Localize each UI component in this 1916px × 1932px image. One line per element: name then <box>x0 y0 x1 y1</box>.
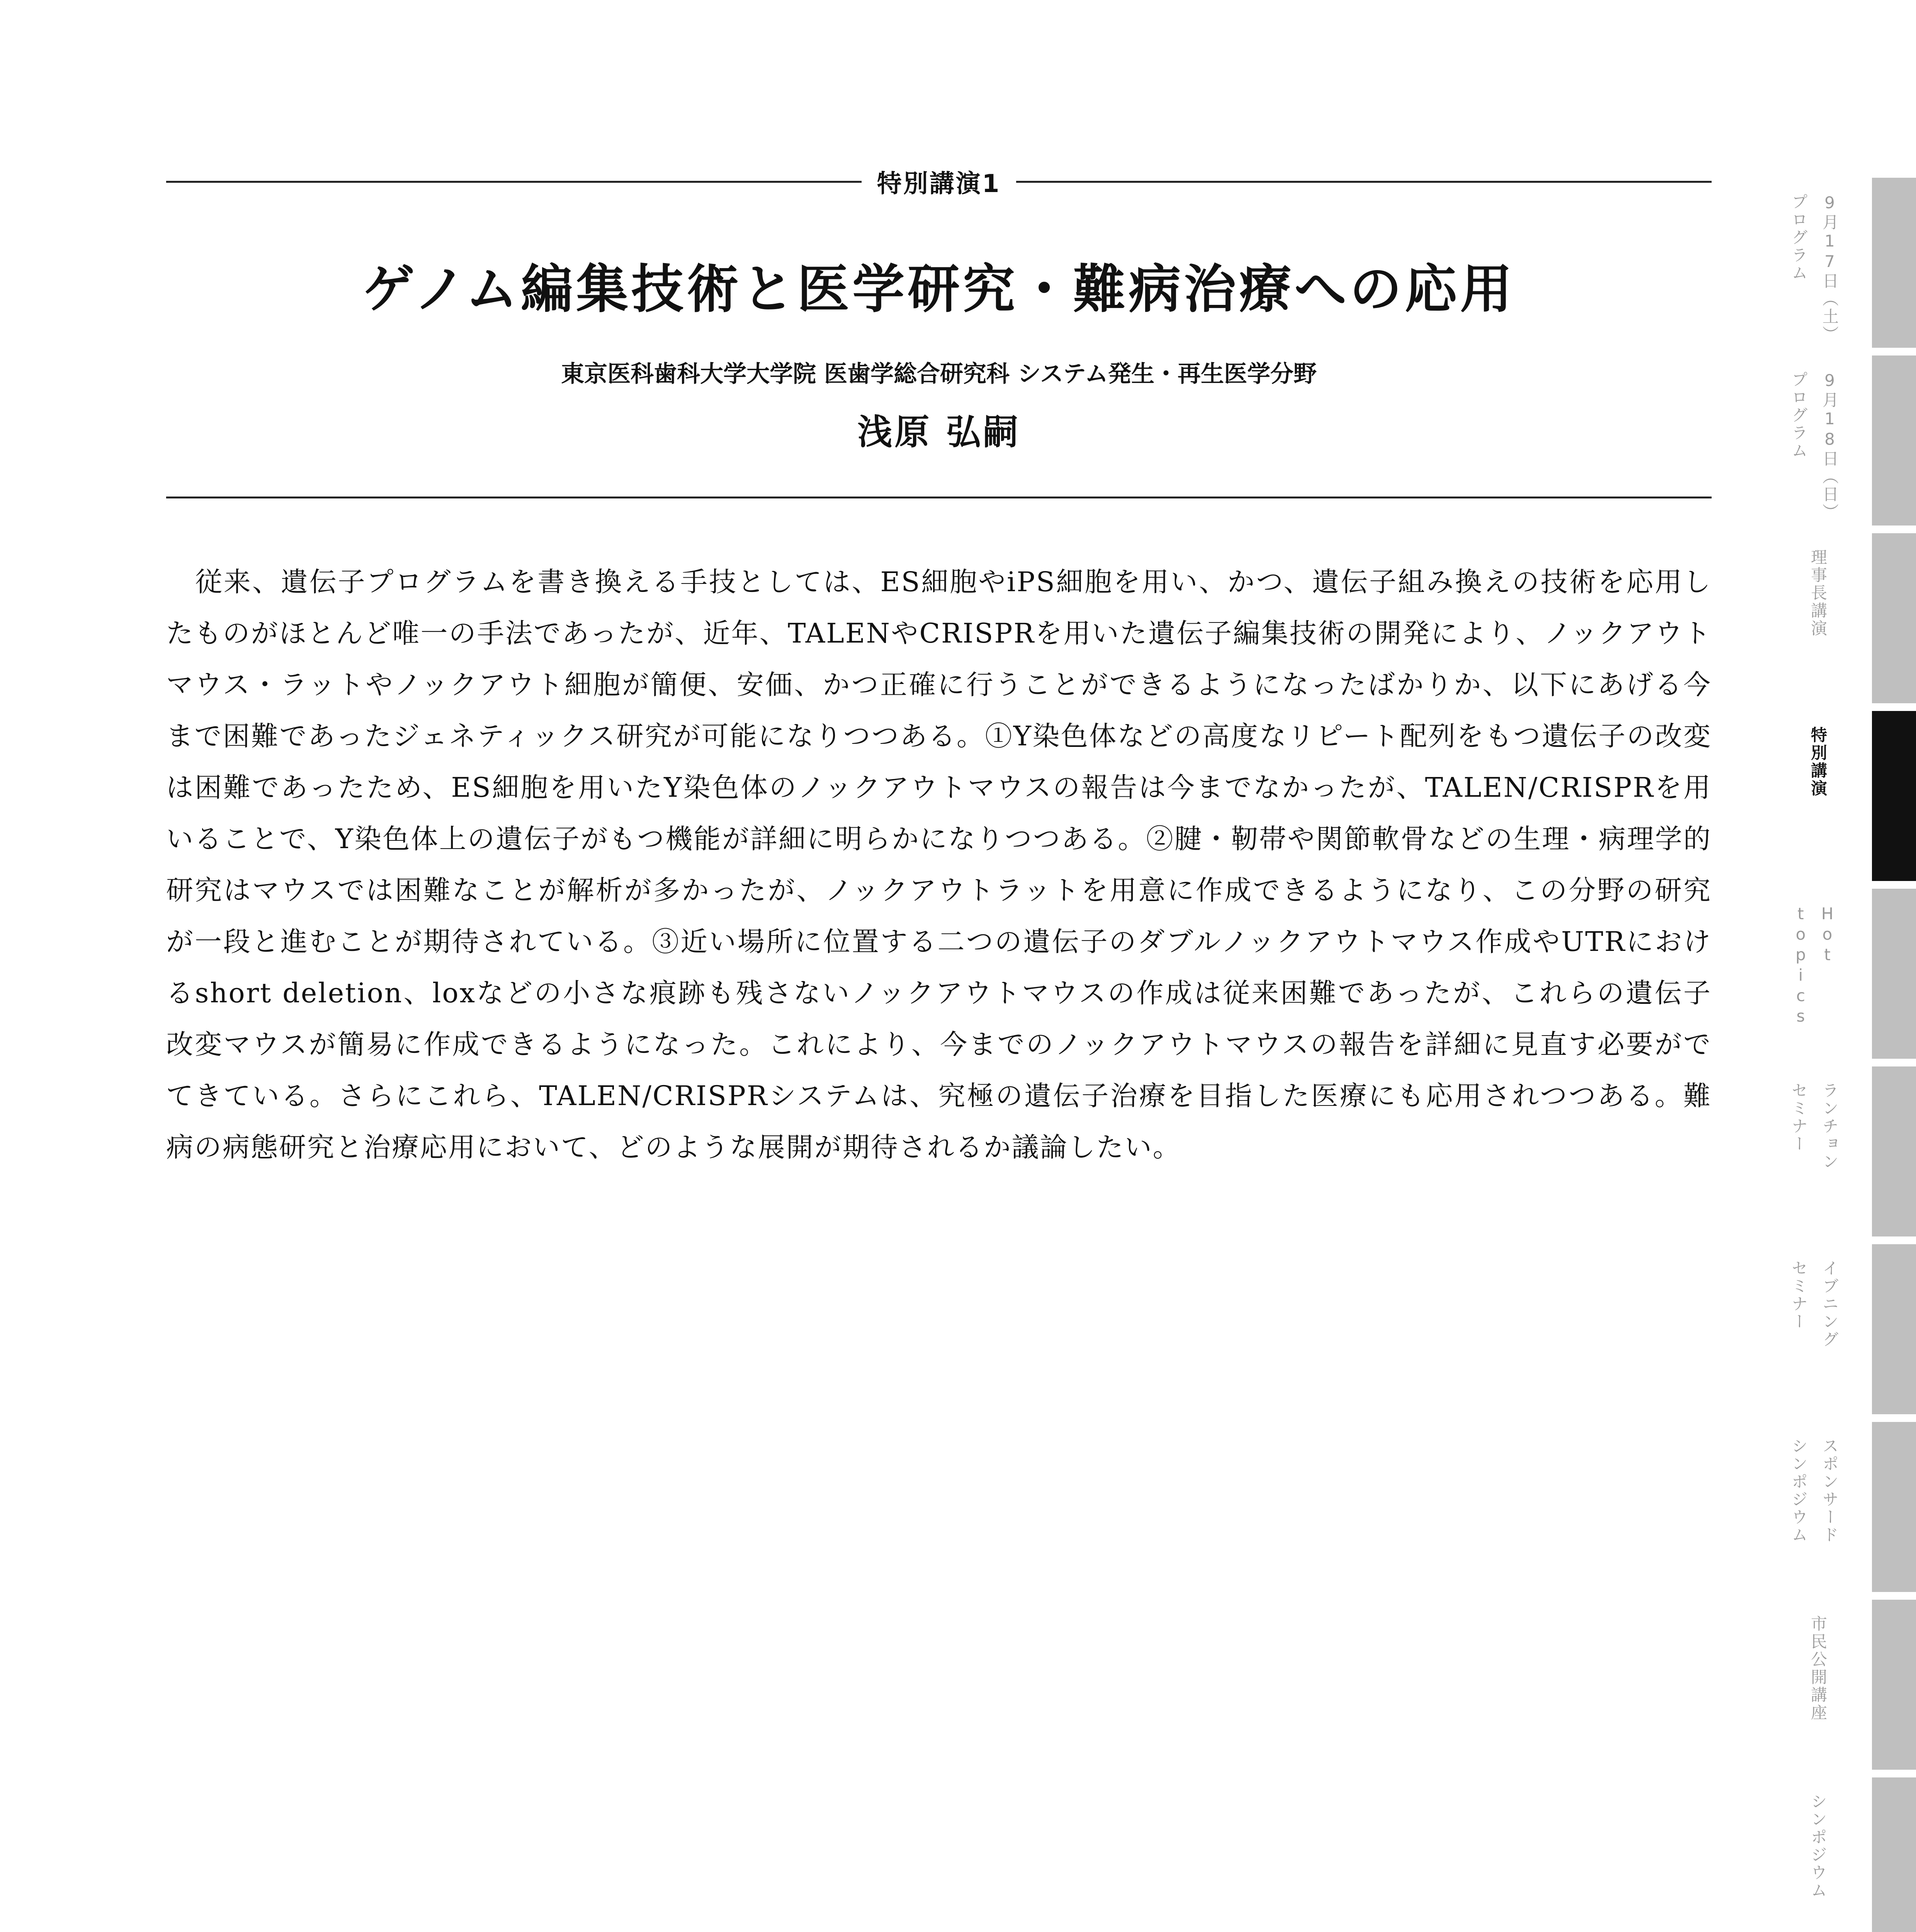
section-header <box>166 158 1712 205</box>
tab-label <box>1766 1793 1862 1932</box>
tab-program-day1[interactable] <box>1750 178 1916 348</box>
abstract-body: 従来、遺伝子プログラムを書き換える手技としては、ES細胞やiPS細胞を用い、かつ、遺伝子組み換えの技術を応用したものがほとんど唯一の手法であったが、近年、TALENやCRISPRを用いた遺伝子編集技術の開発により、ノックアウトマウス・ラットやノックアウト細胞が簡便、安価、かつ正確に行うことができるようになったばかりか、以下にあげる今まで困難であったジェネティックス研究が可能になりつつある。①Y染色体などの高度なリピート配列をもつ遺伝子の改変は困難であったため、ES細胞を用いたY染色体のノックアウトマウスの報告は今までなかったが、TALEN/CRISPRを用いることで、Y染色体上の遺伝子がもつ機能が詳細に明らかになりつつある。②腱・靭帯や関節軟骨などの生理・病理学的研究はマウスでは困難なことが解析が多かったが、ノックアウトラットを用意に作成できるようになり、この分野の研究が一段と進むことが期待されている。③近い場所に位置する二つの遺伝子のダブルノックアウトマウス作成やUTRにおけるshort deletion、loxなどの小さな痕跡も残さないノックアウトマウスの作成は従来困難であったが、これらの遺伝子改変マウスが簡易に作成できるようになった。これにより、今までのノックアウトマウスの報告を詳細に見直す必要がでてきている。さらにこれら、TALEN/CRISPRシステムは、究極の遺伝子治療を目指した医療にも応用されつつある。難病の病態研究と治療応用において、どのような展開が期待されるか議論したい。 <box>166 566 1712 1163</box>
author-affiliation: 東京医科歯科大学大学院 医歯学総合研究科 システム発生・再生医学分野 <box>561 361 1317 388</box>
header-rule-left <box>166 181 862 183</box>
tab-label <box>1766 726 1862 877</box>
header-rule-right <box>1016 181 1712 183</box>
tab-label <box>1766 1615 1862 1766</box>
tab-bar <box>1872 1777 1916 1932</box>
tab-bar <box>1872 1422 1916 1592</box>
author-name: 浅原 弘嗣 <box>857 412 1020 452</box>
article-title: ゲノム編集技術と医学研究・難病治療への応用 <box>362 258 1516 320</box>
tab-label-line1: スポンサード <box>1820 1437 1839 1544</box>
tab-label-line2: セミナー <box>1789 1260 1808 1331</box>
tab-label-line2: セミナー <box>1789 1082 1808 1153</box>
tab-program-day2[interactable] <box>1750 355 1916 526</box>
tab-label-line1: 市民公開講座 <box>1809 1615 1828 1722</box>
tab-label-line1: シンポジウム <box>1809 1793 1828 1900</box>
tab-bar <box>1872 178 1916 348</box>
tab-label <box>1766 1260 1862 1410</box>
tab-chairman-lecture[interactable] <box>1750 533 1916 703</box>
tab-bar <box>1872 889 1916 1059</box>
tab-bar <box>1872 355 1916 526</box>
tab-label-line1: 理事長講演 <box>1809 549 1828 638</box>
tab-bar <box>1872 711 1916 881</box>
tab-label-line1: Hot <box>1818 904 1837 966</box>
tab-bar <box>1872 1244 1916 1414</box>
tab-label-line1: 特別講演 <box>1809 726 1828 798</box>
tab-bar <box>1872 1066 1916 1236</box>
tab-evening-seminar[interactable] <box>1750 1244 1916 1414</box>
side-index-tabs <box>1750 178 1916 1932</box>
tab-label <box>1766 1437 1862 1588</box>
tab-label <box>1766 371 1862 522</box>
tab-label-line2: topics <box>1791 904 1810 1027</box>
tab-label-line2: シンポジウム <box>1789 1437 1808 1544</box>
tab-label-line1: ランチョン <box>1820 1082 1839 1171</box>
tab-sponsored-symposium[interactable] <box>1750 1422 1916 1592</box>
title-divider <box>166 497 1712 498</box>
tab-label <box>1766 904 1862 1055</box>
tab-label-line2: プログラム <box>1789 371 1808 460</box>
tab-symposium[interactable] <box>1750 1777 1916 1932</box>
tab-label <box>1766 193 1862 344</box>
tab-label-line1: 9月17日（土） <box>1820 193 1839 344</box>
tab-label <box>1766 549 1862 699</box>
tab-special-lecture[interactable] <box>1750 711 1916 881</box>
tab-label <box>1766 1082 1862 1233</box>
tab-label-line1: 9月18日（日） <box>1820 371 1839 521</box>
section-label: 特別講演1 <box>877 170 1001 198</box>
tab-hot-topics[interactable] <box>1750 889 1916 1059</box>
tab-label-line1: イブニング <box>1820 1260 1839 1349</box>
tab-bar <box>1872 533 1916 703</box>
tab-public-lecture[interactable] <box>1750 1600 1916 1770</box>
tab-label-line2: プログラム <box>1789 193 1808 282</box>
tab-luncheon-seminar[interactable] <box>1750 1066 1916 1236</box>
tab-bar <box>1872 1600 1916 1770</box>
